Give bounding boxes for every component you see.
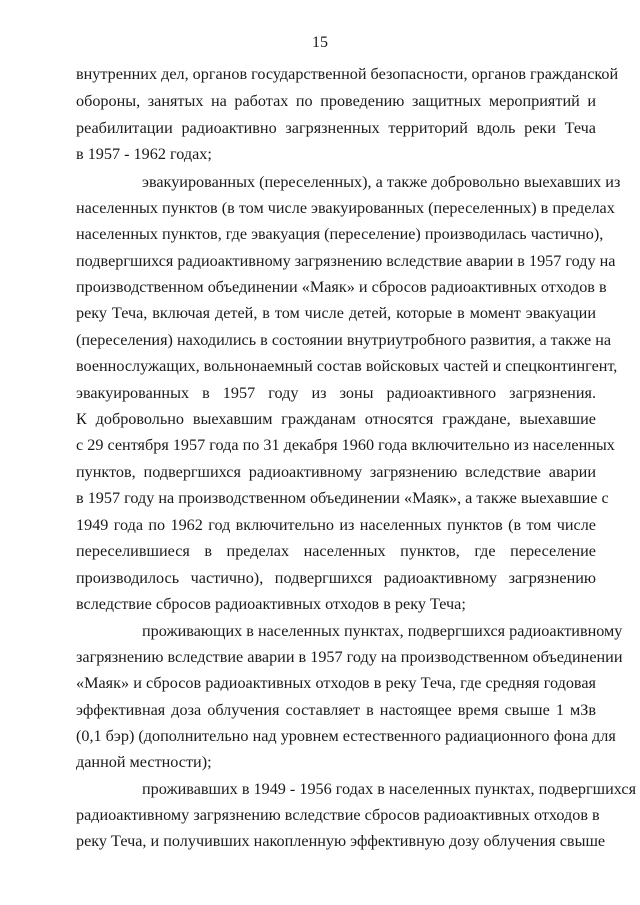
text-line: эффективная доза облучения составляет в настоящее время свыше 1 мЗв — [76, 701, 596, 719]
text-line: 1949 года по 1962 год включительно из населенных пунктов (в том числе — [76, 516, 596, 534]
text-line: в 1957 году на производственном объединении «Маяк», а также выехавшие с — [76, 489, 609, 507]
text-line: пунктов, подвергшихся радиоактивному загрязнению вследствие аварии — [76, 463, 596, 481]
text-line: реку Теча, и получивших накопленную эффективную дозу облучения свыше — [76, 832, 606, 850]
text-line: населенных пунктов (в том числе эвакуированных (переселенных) в пределах — [76, 199, 615, 217]
text-line: военнослужащих, вольнонаемный состав войсковых частей и спецконтингент, — [76, 357, 618, 375]
text-line: населенных пунктов, где эвакуация (переселение) производилась частично), — [76, 225, 604, 243]
text-line: проживавших в 1949 - 1956 годах в населенных пунктах, подвергшихся — [142, 780, 637, 798]
text-line: обороны, занятых на работах по проведению защитных мероприятий и — [76, 92, 596, 110]
text-line: в 1957 - 1962 годах; — [76, 145, 212, 163]
text-line: переселившиеся в пределах населенных пунктов, где переселение — [76, 542, 596, 560]
text-line: загрязнению вследствие аварии в 1957 году на производственном объединении — [76, 648, 623, 666]
text-line: производственном объединении «Маяк» и сбросов радиоактивных отходов в — [76, 278, 607, 296]
text-line: производилось частично), подвергшихся радиоактивному загрязнению — [76, 569, 596, 587]
text-line: радиоактивному загрязнению вследствие сбросов радиоактивных отходов в — [76, 806, 600, 824]
text-line: «Маяк» и сбросов радиоактивных отходов в реку Теча, где средняя годовая — [76, 674, 596, 692]
text-line: с 29 сентября 1957 года по 31 декабря 1960 года включительно из населенных — [76, 436, 615, 454]
text-line: внутренних дел, органов государственной безопасности, органов гражданской — [76, 65, 619, 83]
text-line: (0,1 бэр) (дополнительно над уровнем естественного радиационного фона для — [76, 727, 616, 745]
text-line: К добровольно выехавшим гражданам относятся граждане, выехавшие — [76, 410, 596, 428]
text-line: реку Теча, включая детей, в том числе детей, которые в момент эвакуации — [76, 304, 596, 322]
text-line: реабилитации радиоактивно загрязненных территорий вдоль реки Теча — [76, 119, 596, 137]
page-number: 15 — [312, 34, 328, 51]
text-line: проживающих в населенных пунктах, подвергшихся радиоактивному — [142, 622, 623, 640]
text-line: эвакуированных (переселенных), а также добровольно выехавших из — [142, 173, 621, 191]
text-line: (переселения) находились в состоянии внутриутробного развития, а также на — [76, 331, 612, 349]
text-line: данной местности); — [76, 753, 212, 771]
text-line: подвергшихся радиоактивному загрязнению вследствие аварии в 1957 году на — [76, 252, 616, 270]
text-line: вследствие сбросов радиоактивных отходов в реку Теча; — [76, 595, 466, 613]
text-line: эвакуированных в 1957 году из зоны радиоактивного загрязнения. — [76, 384, 596, 402]
